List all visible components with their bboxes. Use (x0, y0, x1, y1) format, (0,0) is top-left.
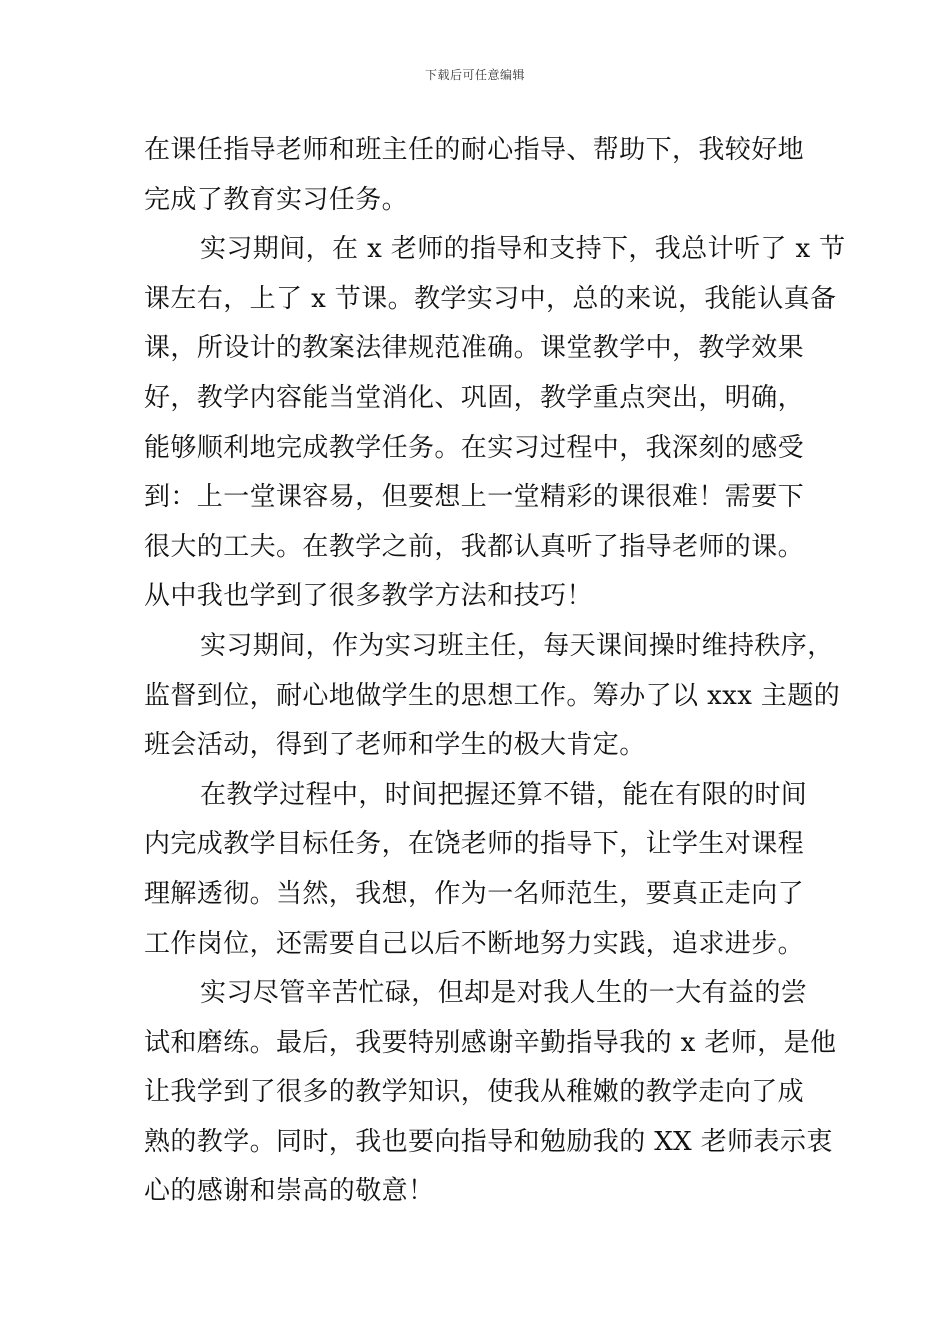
text-line: 从中我也学到了很多教学方法和技巧！ (144, 581, 593, 612)
text-line: 工作岗位，还需要自己以后不断地努力实践，追求进步。 (144, 928, 805, 959)
text-line: 实习尽管辛苦忙碌，但却是对我人生的一大有益的尝 (200, 978, 808, 1009)
text-line: 心的感谢和崇高的敬意！ (144, 1176, 435, 1207)
text-line: 实习期间，在 x 老师的指导和支持下，我总计听了 x 节 (200, 234, 846, 265)
text-line: 熟的教学。同时，我也要向指导和勉励我的 XX 老师表示衷 (144, 1126, 833, 1157)
paragraph (144, 969, 837, 1217)
text-line: 试和磨练。最后，我要特别感谢辛勤指导我的 x 老师，是他 (144, 1027, 837, 1058)
text-line: 内完成教学目标任务，在饶老师的指导下，让学生对课程 (144, 829, 805, 860)
paragraph (144, 126, 814, 225)
text-line: 很大的工夫。在教学之前，我都认真听了指导老师的课。 (144, 531, 805, 562)
text-line: 让我学到了很多的教学知识，使我从稚嫩的教学走向了成 (144, 1077, 805, 1108)
text-line: 完成了教育实习任务。 (144, 184, 409, 215)
text-line: 监督到位，耐心地做学生的思想工作。筹办了以 xxx 主题的 (144, 680, 841, 711)
text-line: 在教学过程中，时间把握还算不错，能在有限的时间 (200, 779, 808, 810)
text-line: 课，所设计的教案法律规范准确。课堂教学中，教学效果 (144, 333, 805, 364)
text-line: 班会活动，得到了老师和学生的极大肯定。 (144, 730, 646, 761)
text-line: 到：上一堂课容易，但要想上一堂精彩的课很难！需要下 (144, 482, 805, 513)
text-line: 能够顺利地完成教学任务。在实习过程中，我深刻的感受 (144, 432, 805, 463)
text-line: 课左右，上了 x 节课。教学实习中，总的来说，我能认真备 (144, 283, 837, 314)
paragraph (144, 771, 814, 969)
text-line: 在课任指导老师和班主任的耐心指导、帮助下，我较好地 (144, 135, 805, 165)
text-line: 好，教学内容能当堂消化、巩固，教学重点突出，明确， (144, 382, 805, 413)
header-note: 下载后可任意编辑 (424, 68, 525, 82)
text-line: 理解透彻。当然，我想，作为一名师范生，要真正走向了 (144, 878, 805, 909)
paragraph (144, 225, 846, 622)
text-line: 实习期间，作为实习班主任，每天课间操时维持秩序， (200, 630, 834, 661)
document-body (144, 126, 846, 1217)
paragraph (144, 622, 841, 771)
